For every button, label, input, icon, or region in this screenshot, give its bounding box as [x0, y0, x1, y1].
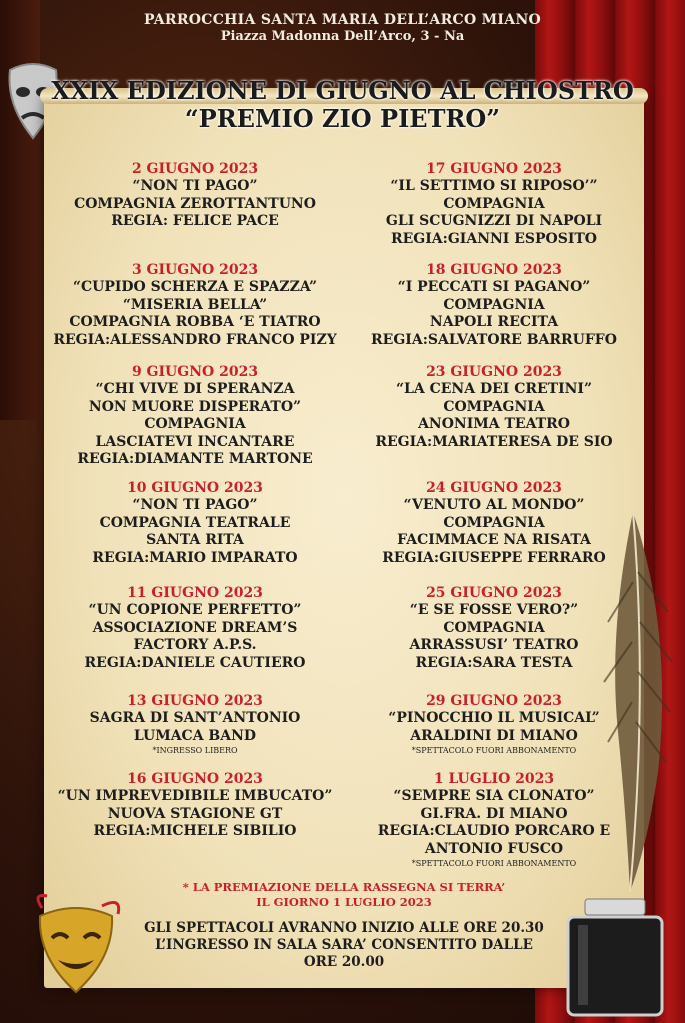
- event-detail-line: COMPAGNIA ZEROTTANTUNO: [74, 195, 316, 212]
- event-entry: [45, 480, 345, 567]
- event-entry: [45, 161, 345, 231]
- event-detail-line: COMPAGNIA ROBBA ‘E TIATRO: [69, 314, 321, 331]
- event-date: 10 GIUGNO 2023: [127, 480, 263, 496]
- event-detail-line: COMPAGNIA: [443, 195, 545, 212]
- event-detail-line: REGIA:ALESSANDRO FRANCO PIZY: [53, 331, 337, 348]
- event-detail-line: ASSOCIAZIONE DREAM’S: [92, 619, 298, 636]
- event-detail-line: NAPOLI RECITA: [429, 314, 559, 331]
- event-detail-line: REGIA:MARIO IMPARATO: [92, 549, 298, 566]
- event-date: 11 GIUGNO 2023: [127, 585, 263, 601]
- event-detail-line: COMPAGNIA: [443, 619, 545, 636]
- event-detail-line: ARRASSUSI’ TEATRO: [409, 637, 579, 654]
- event-entry: [45, 262, 345, 349]
- event-date: 25 GIUGNO 2023: [426, 585, 562, 601]
- event-detail-line: “LA CENA DEI CRETINI”: [395, 381, 593, 397]
- event-detail-line: “SEMPRE SIA CLONATO”: [393, 788, 595, 804]
- event-date: 9 GIUGNO 2023: [131, 364, 259, 380]
- event-date: 29 GIUGNO 2023: [426, 693, 562, 709]
- event-detail-line: REGIA:GIUSEPPE FERRARO: [382, 549, 606, 566]
- event-detail-line: LUMACA BAND: [133, 727, 257, 744]
- event-date: 2 GIUGNO 2023: [131, 161, 259, 177]
- event-detail-line: REGIA:GIANNI ESPOSITO: [390, 230, 597, 247]
- event-detail-line: “VENUTO AL MONDO”: [403, 497, 585, 513]
- edition-title: XXIX EDIZIONE DI GIUGNO AL CHIOSTRO: [51, 76, 634, 105]
- event-detail-line: “CUPIDO SCHERZA E SPAZZA”: [72, 279, 318, 295]
- event-detail-line: “UN IMPREVEDIBILE IMBUCATO”: [57, 788, 333, 804]
- event-detail-line: ANONIMA TEATRO: [418, 416, 570, 433]
- parish-name: PARROCCHIA SANTA MARIA DELL’ARCO MIANO: [143, 12, 542, 28]
- event-detail-line: FACTORY A.P.S.: [133, 637, 257, 654]
- event-detail-line: REGIA:DANIELE CAUTIERO: [84, 654, 306, 671]
- event-date: 24 GIUGNO 2023: [426, 480, 562, 496]
- award-date: IL GIORNO 1 LUGLIO 2023: [256, 895, 432, 909]
- event-date: 18 GIUGNO 2023: [426, 262, 562, 278]
- footer: [44, 880, 644, 971]
- event-detail-line: “PINOCCHIO IL MUSICAL”: [388, 710, 600, 726]
- event-detail-line: “NON TI PAGO”: [132, 497, 258, 513]
- event-date: 1 LUGLIO 2023: [433, 771, 555, 787]
- event-detail-line: REGIA:MICHELE SIBILIO: [93, 823, 297, 840]
- event-detail-line: COMPAGNIA: [144, 416, 246, 433]
- event-detail-line: “MISERIA BELLA”: [122, 296, 268, 313]
- theatre-mask-gold-icon: [22, 888, 130, 1000]
- event-detail-line: COMPAGNIA: [443, 398, 545, 415]
- event-date: 16 GIUGNO 2023: [127, 771, 263, 787]
- event-detail-line: REGIA: FELICE PACE: [111, 213, 279, 230]
- event-detail-line: SAGRA DI SANT’ANTONIO: [89, 710, 301, 726]
- event-detail-line: REGIA:CLAUDIO PORCARO E: [377, 823, 611, 840]
- quill-pen-icon: [578, 512, 678, 912]
- event-date: 17 GIUGNO 2023: [426, 161, 562, 177]
- event-entry: [344, 161, 644, 248]
- event-detail-line: REGIA:SARA TESTA: [415, 654, 573, 671]
- event-detail-line: GI.FRA. DI MIANO: [420, 805, 568, 822]
- event-detail-line: NUOVA STAGIONE GT: [107, 805, 283, 822]
- event-detail-line: “CHI VIVE DI SPERANZA: [95, 381, 295, 397]
- header: [0, 12, 685, 44]
- start-time-info: GLI SPETTACOLI AVRANNO INIZIO ALLE ORE 20.30: [144, 920, 544, 936]
- event-detail-line: ANTONIO FUSCO: [424, 840, 564, 857]
- event-detail-line: REGIA:MARIATERESA DE SIO: [375, 433, 613, 450]
- event-entry: [45, 585, 345, 672]
- event-detail-line: COMPAGNIA: [443, 296, 545, 313]
- event-detail-line: SANTA RITA: [146, 532, 244, 549]
- entry-time: ORE 20.00: [303, 954, 385, 970]
- event-detail-line: COMPAGNIA TEATRALE: [99, 514, 291, 531]
- event-detail-line: “I PECCATI SI PAGANO”: [397, 279, 591, 295]
- event-note: *INGRESSO LIBERO: [152, 746, 238, 756]
- event-entry: [344, 262, 644, 349]
- event-detail-line: “E SE FOSSE VERO?”: [409, 602, 579, 618]
- event-detail-line: “UN COPIONE PERFETTO”: [88, 602, 302, 618]
- event-detail-line: “NON TI PAGO”: [132, 178, 258, 194]
- event-note: *SPETTACOLO FUORI ABBONAMENTO: [411, 746, 577, 756]
- parish-address: Piazza Madonna Dell’Arco, 3 - Na: [220, 29, 465, 44]
- event-entry: [45, 364, 345, 469]
- event-detail-line: COMPAGNIA: [443, 514, 545, 531]
- award-note: * LA PREMIAZIONE DELLA RASSEGNA SI TERRA’: [182, 880, 506, 894]
- event-detail-line: “IL SETTIMO SI RIPOSO’”: [390, 178, 598, 194]
- event-entry: [344, 364, 644, 451]
- event-detail-line: FACIMMACE NA RISATA: [397, 532, 591, 549]
- event-entry: [45, 771, 345, 841]
- event-detail-line: REGIA:SALVATORE BARRUFFO: [371, 331, 617, 348]
- event-detail-line: NON MUORE DISPERATO”: [88, 398, 302, 415]
- event-detail-line: REGIA:DIAMANTE MARTONE: [77, 451, 313, 468]
- event-note: *SPETTACOLO FUORI ABBONAMENTO: [411, 859, 577, 869]
- event-detail-line: GLI SCUGNIZZI DI NAPOLI: [385, 213, 603, 230]
- entry-info: L’INGRESSO IN SALA SARA’ CONSENTITO DALLE: [155, 937, 533, 953]
- event-entry: [45, 693, 345, 757]
- event-detail-line: ARALDINI DI MIANO: [410, 727, 578, 744]
- award-title: “PREMIO ZIO PIETRO”: [184, 104, 501, 133]
- event-date: 3 GIUGNO 2023: [131, 262, 259, 278]
- event-date: 23 GIUGNO 2023: [426, 364, 562, 380]
- event-detail-line: LASCIATEVI INCANTARE: [95, 433, 295, 450]
- event-date: 13 GIUGNO 2023: [127, 693, 263, 709]
- inkwell-icon: [560, 895, 670, 1019]
